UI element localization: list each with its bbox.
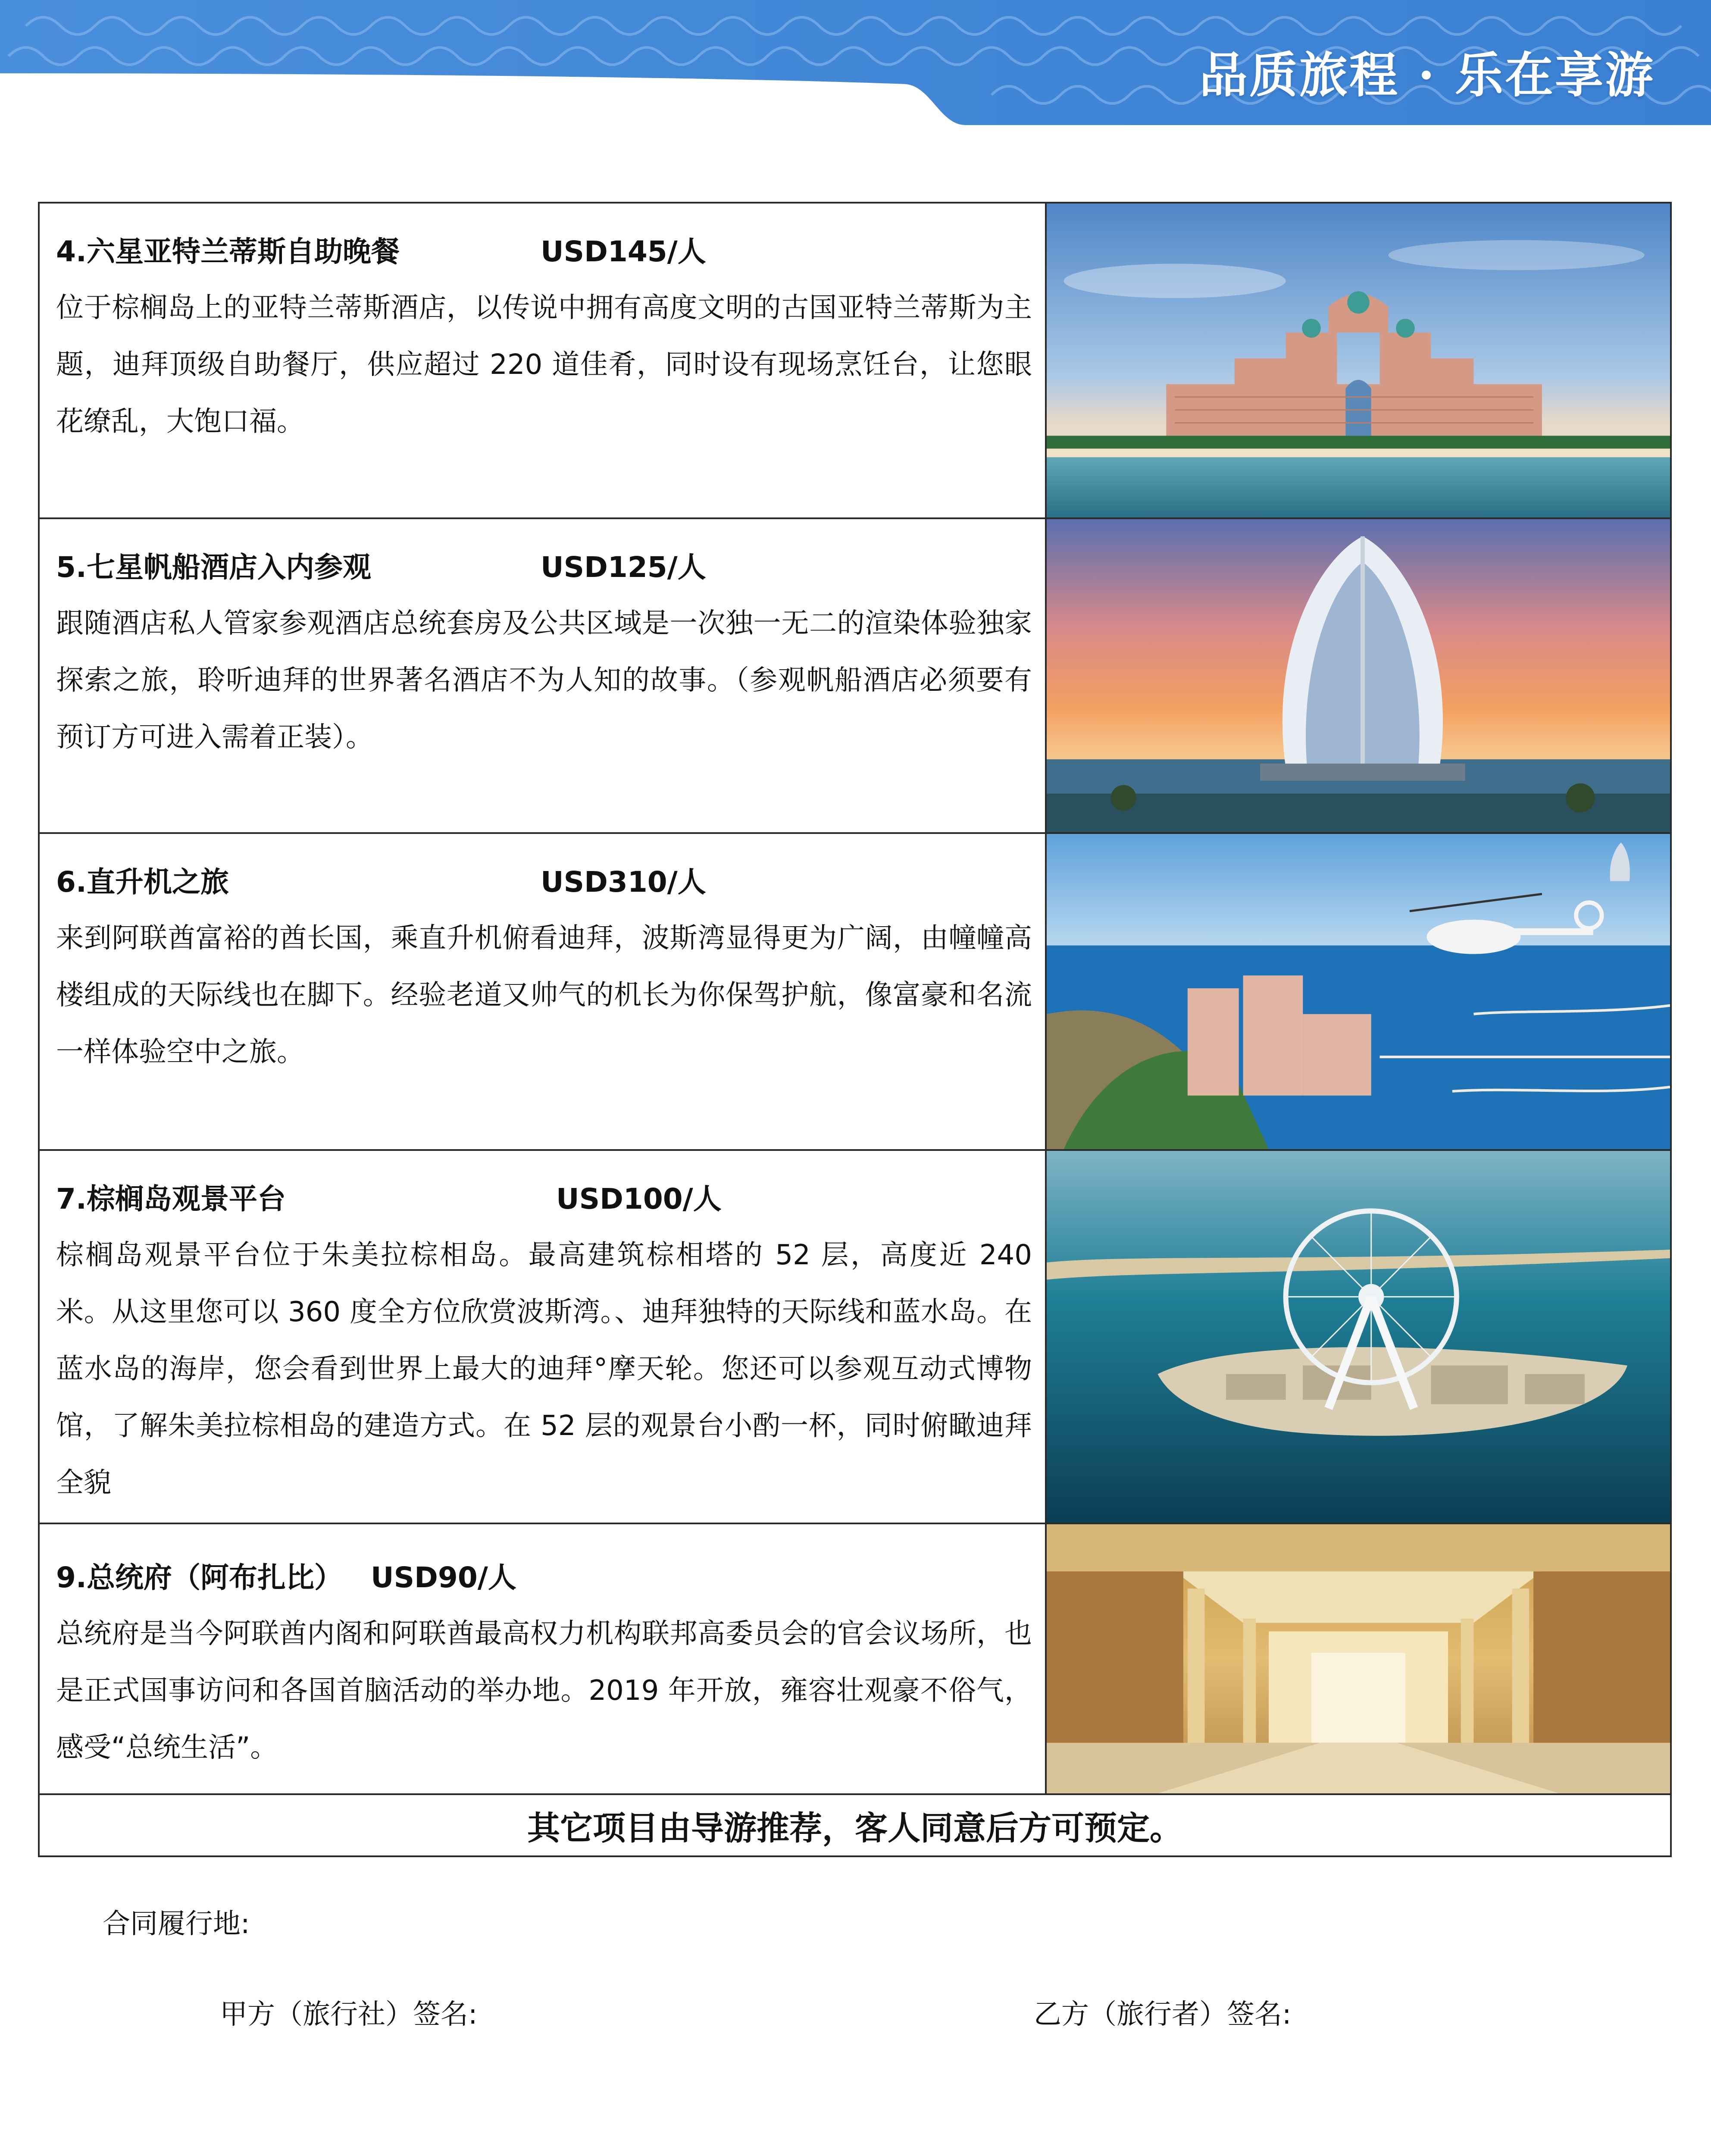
item-description: 位于棕榈岛上的亚特兰蒂斯酒店，以传说中拥有高度文明的古国亚特兰蒂斯为主题，迪拜顶级自助餐厅，供应超过 220 道佳肴，同时设有现场烹饪台，让您眼花缭乱，大饱口福。	[56, 292, 1032, 438]
presidential-palace-photo	[1047, 1524, 1670, 1793]
note-text: 其它项目由导游推荐，客人同意后方可预定。	[527, 1808, 1182, 1847]
item-price: USD90/人	[371, 1561, 516, 1594]
item-price: USD310/人	[541, 865, 706, 899]
item-title: 4.六星亚特兰蒂斯自助晚餐	[56, 235, 400, 268]
item-title: 7.棕榈岛观景平台	[56, 1182, 286, 1216]
party-b-signature-label: 乙方（旅行者）签名:	[1034, 1999, 1292, 2031]
item-text-cell	[40, 834, 1047, 1149]
contract-place-label: 合同履行地:	[103, 1908, 250, 1940]
table-row	[40, 1524, 1670, 1795]
atlantis-hotel-photo	[1047, 204, 1670, 517]
item-text-cell	[40, 1524, 1047, 1793]
item-description: 棕榈岛观景平台位于朱美拉棕相岛。最高建筑棕相塔的 52 层，高度近 240 米。从这里您可以 360 度全方位欣赏波斯湾。、迪拜独特的天际线和蓝水岛。在蓝水岛的海岸，您会看到世界上最大的迪拜°摩天轮。您还可以参观互动式博物馆，了解朱美拉棕相岛的建造方式。在 52 层的观景台小酌一杯，同时俯瞰迪拜全貌	[56, 1239, 1032, 1499]
table-row	[40, 204, 1670, 519]
item-description: 来到阿联酋富裕的酋长国，乘直升机俯看迪拜，波斯湾显得更为广阔，由幢幢高楼组成的天际线也在脚下。经验老道又帅气的机长为你保驾护航，像富豪和名流一样体验空中之旅。	[56, 922, 1032, 1068]
item-description: 跟随酒店私人管家参观酒店总统套房及公共区域是一次独一无二的渲染体验独家探索之旅，聆听迪拜的世界著名酒店不为人知的故事。（参观帆船酒店必须要有预订方可进入需着正装）。	[56, 608, 1032, 753]
item-price: USD125/人	[541, 551, 706, 584]
item-title: 5.七星帆船酒店入内参观	[56, 551, 371, 584]
item-title: 6.直升机之旅	[56, 865, 229, 899]
table-row	[40, 519, 1670, 834]
table-row	[40, 1151, 1670, 1524]
header-band	[0, 0, 1711, 125]
item-text-cell	[40, 519, 1047, 832]
item-title: 9.总统府（阿布扎比）	[56, 1561, 343, 1594]
burj-al-arab-photo	[1047, 519, 1670, 832]
item-price: USD145/人	[541, 235, 706, 268]
item-description: 总统府是当今阿联酋内阁和阿联酋最高权力机构联邦高委员会的官会议场所，也是正式国事访问和各国首脑活动的举办地。2019 年开放，雍容壮观豪不俗气，感受“总统生活”。	[56, 1618, 1032, 1764]
item-text-cell	[40, 204, 1047, 517]
item-price: USD100/人	[556, 1182, 722, 1216]
party-a-signature-label: 甲方（旅行社）签名:	[220, 1999, 478, 2031]
helicopter-tour-photo	[1047, 834, 1670, 1149]
ain-dubai-wheel-photo	[1047, 1151, 1670, 1523]
item-text-cell	[40, 1151, 1047, 1523]
table-row	[40, 834, 1670, 1151]
header-slogan: 品质旅程 · 乐在享游	[1199, 47, 1655, 103]
optional-items-table	[38, 202, 1672, 1857]
note-row	[40, 1795, 1670, 1855]
